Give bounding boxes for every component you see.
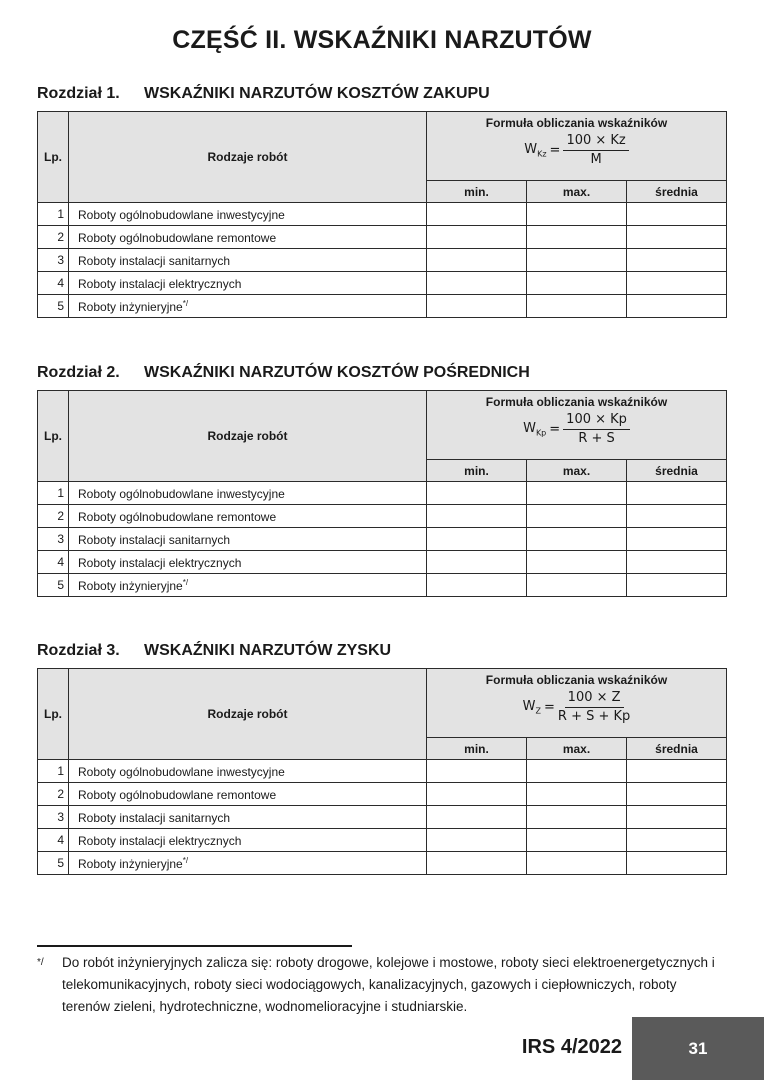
row-number: 3 bbox=[38, 806, 69, 829]
max-cell bbox=[527, 226, 627, 249]
max-cell bbox=[527, 760, 627, 783]
lp-header: Lp. bbox=[38, 391, 69, 482]
publication-code: IRS 4/2022 bbox=[521, 1036, 622, 1058]
formula-header bbox=[427, 112, 727, 181]
avg-cell bbox=[627, 852, 727, 875]
avg-cell bbox=[627, 760, 727, 783]
indicators-table bbox=[37, 390, 727, 597]
table-row bbox=[38, 574, 727, 597]
section-zakup bbox=[37, 83, 727, 318]
row-name: Roboty instalacji elektrycznych bbox=[78, 276, 242, 291]
table-row bbox=[38, 505, 727, 528]
footnote-text: Do robót inżynieryjnych zalicza się: roboty drogowe, kolejowe i mostowe, roboty sieci elektroenergetycznych i telekomunikacyjnych, roboty sieci wodociągowych, kanalizacyjnych, gazowych i ciepłowniczych, roboty terenów zieleni, hydrotechniczne, wodnomelioracyjne i studniarskie. bbox=[62, 955, 715, 1014]
avg-cell bbox=[627, 203, 727, 226]
row-number: 4 bbox=[38, 551, 69, 574]
table-row bbox=[38, 203, 727, 226]
max-cell bbox=[527, 295, 627, 318]
work-type-header: Rodzaje robót bbox=[69, 391, 427, 482]
row-number: 1 bbox=[38, 203, 69, 226]
row-number: 3 bbox=[38, 528, 69, 551]
lp-header: Lp. bbox=[38, 669, 69, 760]
min-cell bbox=[427, 482, 527, 505]
row-number: 2 bbox=[38, 505, 69, 528]
avg-cell bbox=[627, 482, 727, 505]
min-cell bbox=[427, 783, 527, 806]
max-header: max. bbox=[527, 181, 627, 203]
row-number: 5 bbox=[38, 295, 69, 318]
row-number: 2 bbox=[38, 226, 69, 249]
table-row bbox=[38, 852, 727, 875]
row-number: 4 bbox=[38, 272, 69, 295]
formula-sub: Kp bbox=[535, 428, 547, 438]
row-number: 1 bbox=[38, 760, 69, 783]
max-cell bbox=[527, 505, 627, 528]
row-number: 5 bbox=[38, 852, 69, 875]
table-row bbox=[38, 551, 727, 574]
min-cell bbox=[427, 505, 527, 528]
table-row bbox=[38, 249, 727, 272]
formula-denominator: R + S bbox=[578, 431, 615, 446]
min-header: min. bbox=[427, 181, 527, 203]
formula-header bbox=[427, 669, 727, 738]
formula-denominator: M bbox=[590, 152, 602, 167]
min-cell bbox=[427, 203, 527, 226]
formula bbox=[523, 412, 630, 447]
row-mark: */ bbox=[182, 855, 189, 865]
formula-numerator: 100 × Z bbox=[565, 690, 624, 708]
page-title: CZĘŚĆ II. WSKAŹNIKI NARZUTÓW bbox=[172, 26, 592, 54]
avg-cell bbox=[627, 528, 727, 551]
max-cell bbox=[527, 272, 627, 295]
min-cell bbox=[427, 551, 527, 574]
section-title: WSKAŹNIKI NARZUTÓW ZYSKU bbox=[144, 642, 392, 659]
row-name: Roboty instalacji elektrycznych bbox=[78, 555, 242, 570]
row-name: Roboty instalacji elektrycznych bbox=[78, 833, 242, 848]
formula-numerator: 100 × Kp bbox=[563, 412, 630, 430]
row-name: Roboty instalacji sanitarnych bbox=[78, 532, 231, 547]
max-cell bbox=[527, 551, 627, 574]
row-name: Roboty ogólnobudowlane remontowe bbox=[78, 509, 277, 524]
formula-title: Formuła obliczania wskaźników bbox=[485, 673, 668, 687]
section-posrednie bbox=[37, 362, 727, 597]
row-name: Roboty inżynieryjne bbox=[78, 856, 183, 871]
table-row bbox=[38, 528, 727, 551]
avg-cell bbox=[627, 272, 727, 295]
row-number: 5 bbox=[38, 574, 69, 597]
max-cell bbox=[527, 482, 627, 505]
avg-cell bbox=[627, 574, 727, 597]
avg-header: średnia bbox=[627, 738, 727, 760]
avg-cell bbox=[627, 783, 727, 806]
row-number: 4 bbox=[38, 829, 69, 852]
max-header: max. bbox=[527, 460, 627, 482]
row-mark: */ bbox=[182, 577, 189, 587]
max-cell bbox=[527, 574, 627, 597]
avg-cell bbox=[627, 829, 727, 852]
section-heading bbox=[37, 640, 727, 662]
lp-header: Lp. bbox=[38, 112, 69, 203]
max-cell bbox=[527, 806, 627, 829]
avg-header: średnia bbox=[627, 460, 727, 482]
indicators-table bbox=[37, 111, 727, 318]
row-name: Roboty ogólnobudowlane inwestycyjne bbox=[78, 764, 285, 779]
max-cell bbox=[527, 783, 627, 806]
row-name: Roboty inżynieryjne bbox=[78, 578, 183, 593]
avg-header: średnia bbox=[627, 181, 727, 203]
min-cell bbox=[427, 528, 527, 551]
formula-w: W bbox=[523, 421, 536, 437]
min-cell bbox=[427, 852, 527, 875]
table-row bbox=[38, 760, 727, 783]
formula-title: Formuła obliczania wskaźników bbox=[485, 395, 668, 409]
section-heading bbox=[37, 83, 727, 105]
page-number: 31 bbox=[632, 1017, 764, 1080]
section-number: Rozdział 3. bbox=[37, 642, 120, 659]
formula-eq: = bbox=[544, 700, 555, 715]
table-row bbox=[38, 226, 727, 249]
formula-denominator: R + S + Kp bbox=[557, 709, 631, 724]
min-cell bbox=[427, 295, 527, 318]
row-number: 1 bbox=[38, 482, 69, 505]
work-type-header: Rodzaje robót bbox=[69, 669, 427, 760]
footnote bbox=[37, 952, 727, 1018]
formula-w: W bbox=[522, 699, 536, 715]
avg-cell bbox=[627, 505, 727, 528]
min-cell bbox=[427, 249, 527, 272]
row-name: Roboty ogólnobudowlane inwestycyjne bbox=[78, 207, 285, 222]
table-row bbox=[38, 829, 727, 852]
row-number: 2 bbox=[38, 783, 69, 806]
formula-title: Formuła obliczania wskaźników bbox=[485, 116, 668, 130]
max-cell bbox=[527, 852, 627, 875]
min-header: min. bbox=[427, 460, 527, 482]
avg-cell bbox=[627, 806, 727, 829]
section-number: Rozdział 1. bbox=[37, 85, 120, 102]
row-name: Roboty instalacji sanitarnych bbox=[78, 810, 231, 825]
table-row bbox=[38, 295, 727, 318]
table-row bbox=[38, 272, 727, 295]
row-name: Roboty inżynieryjne bbox=[78, 299, 183, 314]
avg-cell bbox=[627, 226, 727, 249]
formula bbox=[523, 690, 631, 725]
row-name: Roboty instalacji sanitarnych bbox=[78, 253, 231, 268]
indicators-table bbox=[37, 668, 727, 875]
formula-numerator: 100 × Kz bbox=[563, 133, 628, 151]
min-cell bbox=[427, 829, 527, 852]
footnote-divider bbox=[37, 945, 352, 947]
min-header: min. bbox=[427, 738, 527, 760]
max-cell bbox=[527, 829, 627, 852]
formula-eq: = bbox=[549, 143, 561, 158]
avg-cell bbox=[627, 249, 727, 272]
formula-sub: Kz bbox=[537, 149, 547, 159]
formula bbox=[524, 133, 629, 168]
row-name: Roboty ogólnobudowlane remontowe bbox=[78, 787, 277, 802]
max-cell bbox=[527, 528, 627, 551]
formula-eq: = bbox=[549, 422, 561, 437]
max-header: max. bbox=[527, 738, 627, 760]
table-row bbox=[38, 482, 727, 505]
row-mark: */ bbox=[182, 298, 189, 308]
formula-header bbox=[427, 391, 727, 460]
table-row bbox=[38, 806, 727, 829]
min-cell bbox=[427, 760, 527, 783]
footnote-mark: */ bbox=[37, 957, 44, 968]
table-row bbox=[38, 783, 727, 806]
section-title: WSKAŹNIKI NARZUTÓW KOSZTÓW POŚREDNICH bbox=[144, 364, 530, 381]
min-cell bbox=[427, 806, 527, 829]
work-type-header: Rodzaje robót bbox=[69, 112, 427, 203]
row-name: Roboty ogólnobudowlane remontowe bbox=[78, 230, 277, 245]
avg-cell bbox=[627, 551, 727, 574]
max-cell bbox=[527, 249, 627, 272]
formula-w: W bbox=[524, 142, 538, 158]
min-cell bbox=[427, 574, 527, 597]
max-cell bbox=[527, 203, 627, 226]
min-cell bbox=[427, 272, 527, 295]
section-heading bbox=[37, 362, 727, 384]
row-name: Roboty ogólnobudowlane inwestycyjne bbox=[78, 486, 285, 501]
min-cell bbox=[427, 226, 527, 249]
section-title: WSKAŹNIKI NARZUTÓW KOSZTÓW ZAKUPU bbox=[144, 85, 490, 102]
row-number: 3 bbox=[38, 249, 69, 272]
section-zysk bbox=[37, 640, 727, 875]
avg-cell bbox=[627, 295, 727, 318]
formula-sub: Z bbox=[535, 706, 542, 716]
section-number: Rozdział 2. bbox=[37, 364, 120, 381]
